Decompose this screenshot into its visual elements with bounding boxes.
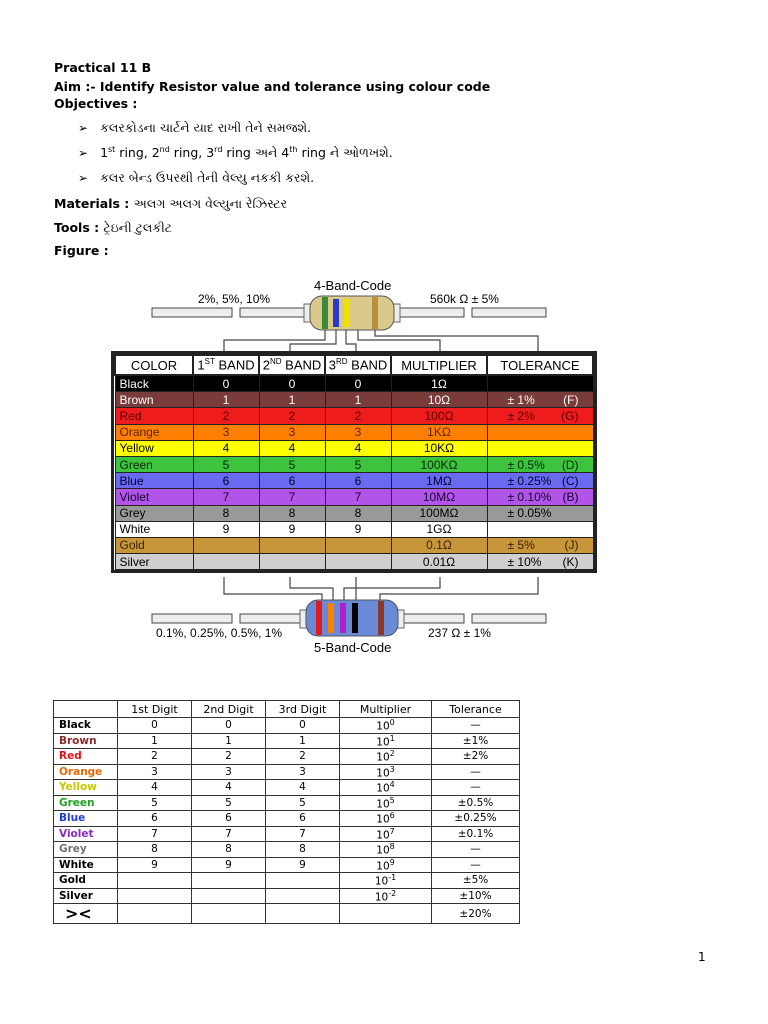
row-digit-3: 0 <box>266 718 340 734</box>
lead-bar <box>152 614 232 623</box>
row-multiplier: $10^{-1}$ <box>340 873 432 889</box>
five-band-value-caption: 237 Ω ± 1% <box>428 626 491 640</box>
row-tolerance <box>487 408 593 424</box>
row-tolerance: ±10% <box>432 888 520 904</box>
lead-bar <box>400 308 464 317</box>
row-color-name: Red <box>115 408 193 424</box>
row-digit-3 <box>266 888 340 904</box>
row-multiplier: 1GΩ <box>391 521 487 537</box>
row-digit-1 <box>118 888 192 904</box>
header-band-2: 2ND BAND <box>259 355 325 375</box>
row-tolerance: — <box>432 857 520 873</box>
color-code-table <box>114 354 594 570</box>
row-band-2: 5 <box>259 456 325 472</box>
row-digit-2: 5 <box>192 795 266 811</box>
header-3rd-digit: 3rd Digit <box>266 701 340 718</box>
digit-table <box>53 700 520 924</box>
materials-text: અલગ અલગ વેલ્યુના રેઝિસ્ટર <box>133 196 288 211</box>
four-band-value-caption: 560k Ω ± 5% <box>430 292 499 306</box>
row-digit-2 <box>192 873 266 889</box>
objective-text: કલર બેન્ડ ઉપરથી તેની વેલ્યુ નકકી કરશે. <box>100 170 315 185</box>
row-band-3: 8 <box>325 505 391 521</box>
row-multiplier: 1MΩ <box>391 473 487 489</box>
row-digit-2: 0 <box>192 718 266 734</box>
row-band-2: 1 <box>259 392 325 408</box>
row-multiplier: 1Ω <box>391 375 487 392</box>
row-digit-3: 5 <box>266 795 340 811</box>
row-band-2: 4 <box>259 440 325 456</box>
row-tolerance <box>487 489 593 505</box>
row-band-2 <box>259 537 325 553</box>
row-color-name <box>54 904 118 924</box>
row-digit-2: 8 <box>192 842 266 858</box>
row-band-1: 1 <box>193 392 259 408</box>
row-digit-3: 2 <box>266 749 340 765</box>
row-digit-2: 4 <box>192 780 266 796</box>
digit-row <box>54 842 520 858</box>
digit-row <box>54 733 520 749</box>
row-digit-1: 1 <box>118 733 192 749</box>
row-multiplier: $10^3$ <box>340 764 432 780</box>
lead-bar <box>472 308 546 317</box>
tools-text: ટ્રેઇની ટુલકીટ <box>103 220 173 235</box>
header-2nd-digit: 2nd Digit <box>192 701 266 718</box>
digit-row <box>54 888 520 904</box>
row-color-name: White <box>115 521 193 537</box>
row-band-2: 8 <box>259 505 325 521</box>
row-tolerance: ±2% <box>432 749 520 765</box>
color-row <box>115 392 593 408</box>
digit-row <box>54 904 520 924</box>
row-tolerance <box>487 554 593 570</box>
row-color-name: Green <box>115 456 193 472</box>
row-digit-1: 3 <box>118 764 192 780</box>
row-tolerance <box>487 473 593 489</box>
row-color-name: Orange <box>115 424 193 440</box>
row-digit-3: 3 <box>266 764 340 780</box>
color-row <box>115 554 593 570</box>
row-digit-1: 4 <box>118 780 192 796</box>
four-band-resistor <box>304 296 400 330</box>
tolerance-value: ± 5% <box>507 538 535 553</box>
row-multiplier <box>340 904 432 924</box>
row-tolerance <box>487 521 593 537</box>
row-tolerance <box>487 424 593 440</box>
row-multiplier: 100KΩ <box>391 456 487 472</box>
tolerance-letter: (D) <box>561 457 579 472</box>
row-tolerance: — <box>432 780 520 796</box>
row-tolerance: ±0.1% <box>432 826 520 842</box>
row-digit-1 <box>118 904 192 924</box>
color-row <box>115 489 593 505</box>
row-band-3: 2 <box>325 408 391 424</box>
row-color-name: Brown <box>115 392 193 408</box>
five-band-title: 5-Band-Code <box>314 640 392 655</box>
figure-label: Figure : <box>54 243 109 258</box>
tolerance-letter: (B) <box>562 489 579 504</box>
lead-bar <box>152 308 232 317</box>
row-band-2: 3 <box>259 424 325 440</box>
aim-label: Aim :- <box>54 79 100 94</box>
tools-label: Tools : <box>54 220 104 235</box>
row-band-1: 0 <box>193 375 259 392</box>
row-digit-1: 0 <box>118 718 192 734</box>
row-digit-1: 8 <box>118 842 192 858</box>
row-tolerance <box>487 440 593 456</box>
row-color-name: Black <box>115 375 193 392</box>
header-band-3: 3RD BAND <box>325 355 391 375</box>
row-band-1: 6 <box>193 473 259 489</box>
row-band-3: 3 <box>325 424 391 440</box>
row-color-name: Gold <box>54 873 118 889</box>
row-tolerance: ±5% <box>432 873 520 889</box>
header-multiplier: MULTIPLIER <box>391 355 487 375</box>
tolerance-value: ± 1% <box>507 392 535 407</box>
color-row <box>115 456 593 472</box>
row-multiplier: $10^1$ <box>340 733 432 749</box>
row-digit-3: 9 <box>266 857 340 873</box>
row-band-2: 6 <box>259 473 325 489</box>
row-color-name: Orange <box>54 764 118 780</box>
tolerance-value: ± 0.5% <box>507 457 545 472</box>
page-number: 1 <box>698 950 706 964</box>
no-color-cross-icon: >< <box>65 904 92 923</box>
row-color-name: Yellow <box>115 440 193 456</box>
row-digit-2: 3 <box>192 764 266 780</box>
row-digit-2: 1 <box>192 733 266 749</box>
row-band-1: 2 <box>193 408 259 424</box>
row-band-2: 0 <box>259 375 325 392</box>
header-tolerance: Tolerance <box>432 701 520 718</box>
row-digit-3 <box>266 873 340 889</box>
row-multiplier: $10^5$ <box>340 795 432 811</box>
five-band-tolerance-caption: 0.1%, 0.25%, 0.5%, 1% <box>156 626 283 640</box>
lead-bar <box>400 614 464 623</box>
color-row <box>115 408 593 424</box>
tolerance-letter: (C) <box>561 473 579 488</box>
band-connector-lines <box>224 330 538 354</box>
row-digit-1: 6 <box>118 811 192 827</box>
row-digit-2: 6 <box>192 811 266 827</box>
row-multiplier: 100Ω <box>391 408 487 424</box>
digit-row <box>54 857 520 873</box>
row-digit-1: 9 <box>118 857 192 873</box>
row-band-3: 6 <box>325 473 391 489</box>
row-band-1: 5 <box>193 456 259 472</box>
row-band-3: 4 <box>325 440 391 456</box>
row-digit-1: 2 <box>118 749 192 765</box>
color-row <box>115 473 593 489</box>
row-multiplier: $10^6$ <box>340 811 432 827</box>
band-connector-lines <box>224 577 538 602</box>
tolerance-value: ± 0.05% <box>507 506 552 521</box>
row-digit-2: 2 <box>192 749 266 765</box>
row-digit-3: 4 <box>266 780 340 796</box>
header-color: COLOR <box>115 355 193 375</box>
row-band-1 <box>193 554 259 570</box>
digit-row <box>54 764 520 780</box>
row-tolerance: ±0.25% <box>432 811 520 827</box>
row-color-name: Grey <box>115 505 193 521</box>
row-multiplier: $10^9$ <box>340 857 432 873</box>
row-tolerance <box>487 505 593 521</box>
row-multiplier: $10^0$ <box>340 718 432 734</box>
row-band-2: 7 <box>259 489 325 505</box>
row-band-2: 2 <box>259 408 325 424</box>
row-tolerance: — <box>432 764 520 780</box>
row-band-1: 4 <box>193 440 259 456</box>
row-band-3: 1 <box>325 392 391 408</box>
row-multiplier: $10^2$ <box>340 749 432 765</box>
row-tolerance: ±1% <box>432 733 520 749</box>
row-multiplier: 10MΩ <box>391 489 487 505</box>
tolerance-letter: (G) <box>561 408 579 423</box>
row-band-2: 9 <box>259 521 325 537</box>
lead-bar <box>240 308 306 317</box>
arrow-bullet-icon: ➢ <box>78 146 89 161</box>
row-band-1 <box>193 537 259 553</box>
row-band-3: 0 <box>325 375 391 392</box>
tolerance-value: ± 0.10% <box>507 489 552 504</box>
tolerance-letter: (F) <box>563 392 579 407</box>
tolerance-value: ± 0.25% <box>507 473 552 488</box>
row-color-name: Red <box>54 749 118 765</box>
color-row <box>115 424 593 440</box>
row-multiplier: 100MΩ <box>391 505 487 521</box>
row-multiplier: $10^{-2}$ <box>340 888 432 904</box>
row-digit-2: 9 <box>192 857 266 873</box>
row-multiplier: 10KΩ <box>391 440 487 456</box>
color-row <box>115 505 593 521</box>
tolerance-value: ± 10% <box>507 554 542 569</box>
row-digit-3: 7 <box>266 826 340 842</box>
lead-bar <box>472 614 546 623</box>
practical-title: Practical 11 B <box>54 60 152 75</box>
row-tolerance <box>487 456 593 472</box>
row-tolerance <box>487 537 593 553</box>
header-multiplier: Multiplier <box>340 701 432 718</box>
row-tolerance: — <box>432 718 520 734</box>
row-color-name: Brown <box>54 733 118 749</box>
row-tolerance: — <box>432 842 520 858</box>
row-band-1: 3 <box>193 424 259 440</box>
row-color-name: Green <box>54 795 118 811</box>
row-digit-2 <box>192 904 266 924</box>
header-tolerance: TOLERANCE <box>487 355 593 375</box>
color-row <box>115 521 593 537</box>
row-band-3 <box>325 554 391 570</box>
objectives-label: Objectives : <box>54 96 138 111</box>
digit-row <box>54 749 520 765</box>
color-row <box>115 440 593 456</box>
row-multiplier: $10^4$ <box>340 780 432 796</box>
digit-row <box>54 811 520 827</box>
digit-row <box>54 718 520 734</box>
row-digit-3: 6 <box>266 811 340 827</box>
row-digit-3: 8 <box>266 842 340 858</box>
four-band-tolerance-caption: 2%, 5%, 10% <box>198 292 271 306</box>
row-tolerance <box>487 392 593 408</box>
row-band-2 <box>259 554 325 570</box>
row-digit-3: 1 <box>266 733 340 749</box>
color-row <box>115 537 593 553</box>
arrow-bullet-icon: ➢ <box>78 171 89 185</box>
row-multiplier: 10Ω <box>391 392 487 408</box>
row-band-3: 9 <box>325 521 391 537</box>
row-color-name: Yellow <box>54 780 118 796</box>
row-color-name: Blue <box>54 811 118 827</box>
row-digit-1: 5 <box>118 795 192 811</box>
row-multiplier: $10^7$ <box>340 826 432 842</box>
row-color-name: Black <box>54 718 118 734</box>
row-color-name: White <box>54 857 118 873</box>
row-band-1: 9 <box>193 521 259 537</box>
lead-bar <box>240 614 306 623</box>
row-color-name: Blue <box>115 473 193 489</box>
row-band-3 <box>325 537 391 553</box>
four-band-title: 4-Band-Code <box>314 278 392 293</box>
color-row <box>115 375 593 392</box>
digit-row <box>54 873 520 889</box>
digit-row <box>54 826 520 842</box>
row-multiplier: 0.1Ω <box>391 537 487 553</box>
row-band-3: 7 <box>325 489 391 505</box>
row-color-name: Silver <box>115 554 193 570</box>
row-band-3: 5 <box>325 456 391 472</box>
row-digit-3 <box>266 904 340 924</box>
materials-label: Materials : <box>54 196 134 211</box>
row-color-name: Violet <box>115 489 193 505</box>
digit-row <box>54 780 520 796</box>
objective-text: 1st ring, 2nd ring, 3rd ring અને 4th ring ને ઓળખશે. <box>100 145 393 161</box>
row-multiplier: 1KΩ <box>391 424 487 440</box>
row-color-name: Violet <box>54 826 118 842</box>
row-color-name: Grey <box>54 842 118 858</box>
row-digit-1 <box>118 873 192 889</box>
row-color-name: Gold <box>115 537 193 553</box>
tolerance-letter: (K) <box>562 554 579 569</box>
row-tolerance: ±20% <box>432 904 520 924</box>
row-digit-2 <box>192 888 266 904</box>
five-band-resistor <box>300 600 404 636</box>
header-band-1: 1ST BAND <box>193 355 259 375</box>
digit-row <box>54 795 520 811</box>
tolerance-value: ± 2% <box>507 408 535 423</box>
row-band-1: 7 <box>193 489 259 505</box>
row-multiplier: $10^8$ <box>340 842 432 858</box>
tolerance-letter: (J) <box>564 538 579 553</box>
row-tolerance: ±0.5% <box>432 795 520 811</box>
objective-text: કલરકોડના ચાર્ટને યાદ રાખી તેને સમજશે. <box>100 120 312 135</box>
row-digit-1: 7 <box>118 826 192 842</box>
row-band-1: 8 <box>193 505 259 521</box>
aim-text: Identify Resistor value and tolerance using colour code <box>99 79 491 94</box>
header-blank <box>54 701 118 718</box>
row-multiplier: 0.01Ω <box>391 554 487 570</box>
arrow-bullet-icon: ➢ <box>78 121 89 135</box>
row-digit-2: 7 <box>192 826 266 842</box>
row-color-name: Silver <box>54 888 118 904</box>
row-tolerance <box>487 375 593 392</box>
header-1st-digit: 1st Digit <box>118 701 192 718</box>
